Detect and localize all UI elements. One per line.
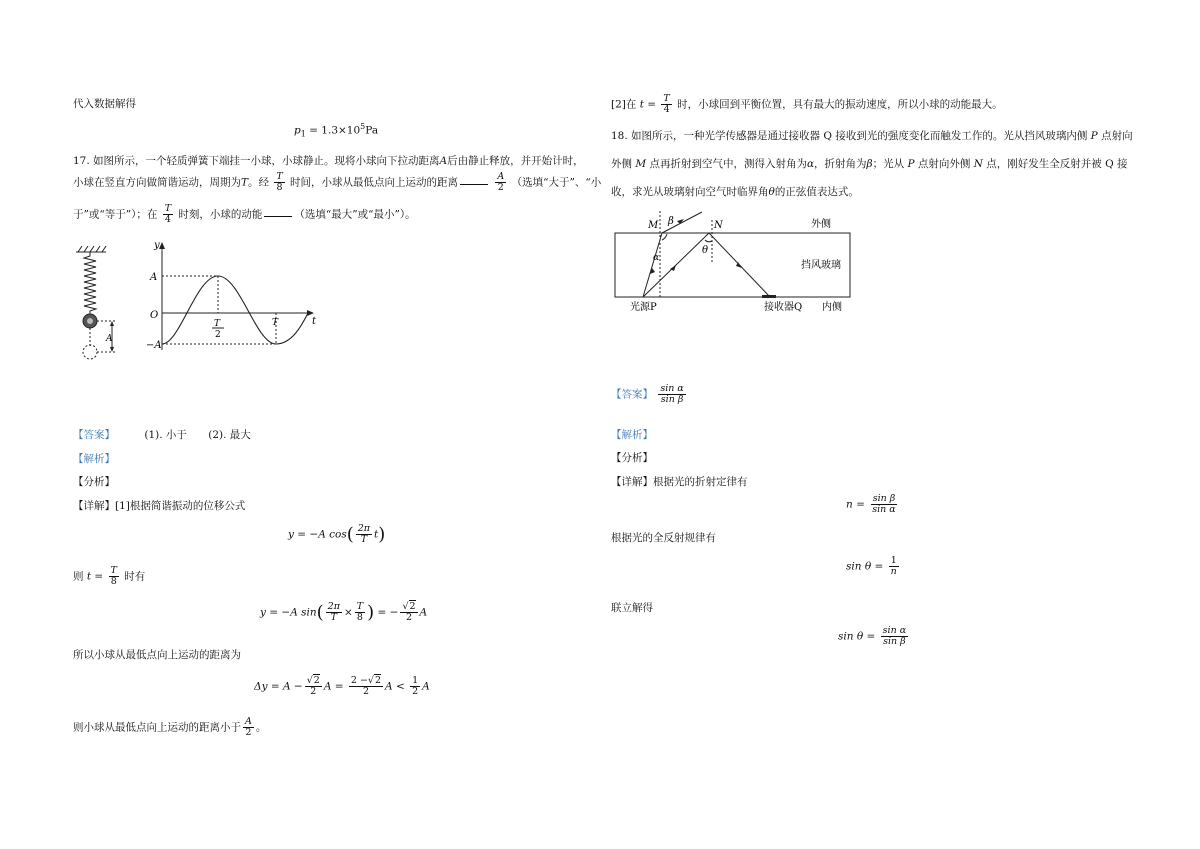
ceiling [76, 246, 106, 252]
tick-negA: −A [146, 340, 162, 351]
eq-displacement: y = −A cos( $\frac{2\pi}{T}$ t) [288, 523, 386, 545]
spring [84, 252, 96, 315]
spring-A-label: A [106, 334, 113, 344]
q18-answer: 【答案】 $\frac{\text{sin α}}{\text{sin β}}$ [611, 383, 684, 405]
shm-curve [162, 276, 308, 344]
shm-figure [70, 240, 330, 365]
glass-diagram [610, 208, 860, 316]
svg-text:2: 2 [215, 330, 221, 340]
label-inner: 内侧 [822, 302, 842, 313]
q18-detail: 【详解】根据光的折射定律有 [611, 476, 748, 488]
answer-blank-1[interactable] [460, 174, 488, 185]
label-theta: θ [702, 245, 709, 256]
q17-line1: 17. 如图所示，一个轻质弹簧下端挂一小球，小球静止。现将小球向下拉动距离A后由静止释放，并开始计时， [73, 155, 584, 167]
tick-A: A [150, 272, 158, 283]
eq-refraction: n = $\frac{\text{sin β}}{\text{sin α}}$ [846, 493, 896, 515]
ball-pulled [83, 345, 97, 359]
conclusion-text: 则小球从最低点向上运动的距离小于 $\frac{A}{2}$ 。 [73, 716, 267, 738]
eq-delta-y: Δy = A − $\frac{√2}{2}$ A = $\frac{2 -√2}{2}$ A < $\frac{1}{2}$ A [254, 675, 430, 697]
svg-text:T: T [214, 319, 221, 329]
r-part2: [2]在 t = $\frac{T}{4}$ 时，小球回到平衡位置，具有最大的振动速度，所以小球的动能最大。 [611, 93, 1003, 115]
sodist-text: 所以小球从最低点向上运动的距离为 [73, 649, 241, 661]
eq-y-at-T8: y = −A sin( $\frac{2\pi}{T}$ × $\frac{T}{8}$ ) = − $\frac{√2}{2}$ A [260, 601, 428, 623]
receiver-bar [762, 295, 776, 298]
q17-line2: 小球在竖直方向做简谐运动，周期为T。经 $\frac{T}{8}$ 时间，小球从最低点向上运动的距离 $\frac{A}{2}$ （选填“大于”、“小 [73, 171, 602, 193]
q17-fenxi: 【分析】 [73, 476, 115, 488]
label-source: 光源P [630, 302, 657, 313]
label-glass: 挡风玻璃 [801, 260, 841, 271]
q17-answer: 【答案】 (1). 小于 (2). 最大 [73, 429, 251, 441]
axis-t-label: t [312, 316, 317, 327]
q18-fenxi: 【分析】 [611, 452, 653, 464]
label-outer: 外侧 [811, 219, 831, 230]
eq-critical: sin θ = $\frac{1}{n}$ [846, 555, 897, 577]
q18-line2: 外侧 M 点再折射到空气中，测得入射角为α，折射角为β；光从 P 点射向外侧 N 点，刚好发生全反射并被 Q 接 [611, 158, 1128, 170]
q17-detail: 【详解】[1]根据简谐振动的位移公式 [73, 500, 246, 512]
q18-jiexi: 【解析】 [611, 429, 653, 441]
intro-text: 代入数据解得 [73, 98, 136, 110]
label-N: N [714, 220, 723, 231]
q17-line3: 于”或“等于”）；在 $\frac{T}{4}$ 时刻，小球的动能 （选填“最大”或“最小”）。 [73, 203, 416, 225]
eq-result: sin θ = $\frac{\text{sin α}}{\text{sin β}}$ [838, 625, 907, 647]
tick-T: T [272, 318, 279, 328]
label-alpha: α [653, 253, 660, 263]
then-line: 则 t = $\frac{T}{8}$ 时有 [73, 565, 146, 587]
label-receiver: 接收器Q [764, 302, 803, 313]
tick-T-half [212, 319, 224, 340]
q17-jiexi: 【解析】 [73, 453, 115, 465]
eq-p1: $p_1 = 1.3\times 10^5Pa$ [294, 122, 379, 139]
total-reflection-text: 根据光的全反射规律有 [611, 532, 716, 544]
axis-y-label: y [154, 240, 160, 251]
q18-line1: 18. 如图所示，一种光学传感器是通过接收器 Q 接收到光的强度变化而触发工作的。光从挡风玻璃内侧 P 点射向 [611, 130, 1133, 142]
lianli-text: 联立解得 [611, 602, 653, 614]
label-beta: β [668, 216, 674, 227]
q18-line3: 收，求光从玻璃射向空气时临界角θ的正弦值表达式。 [611, 186, 859, 198]
answer-blank-2[interactable] [264, 206, 292, 217]
origin: O [150, 310, 159, 321]
label-M: M [648, 220, 659, 231]
